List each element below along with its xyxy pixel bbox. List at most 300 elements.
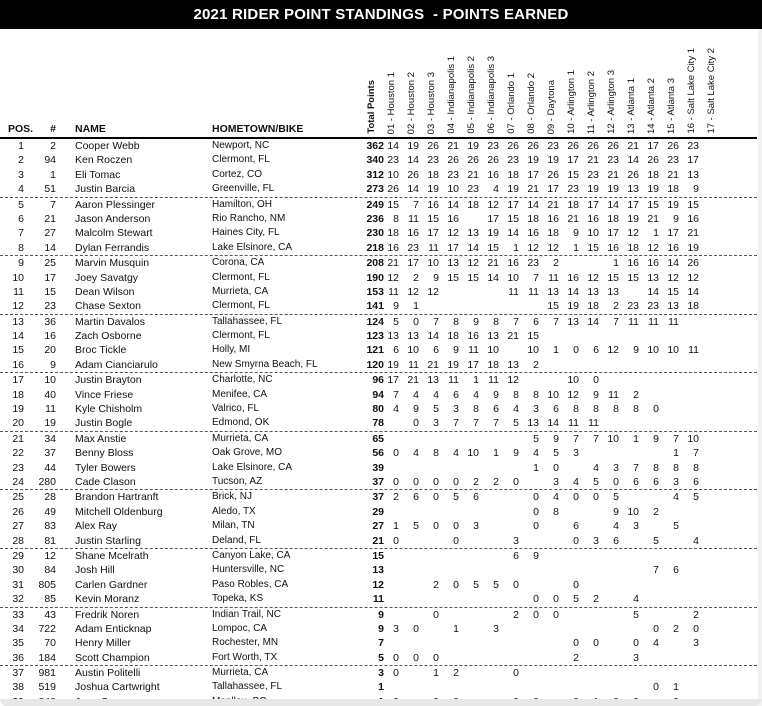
- number-cell: 43: [44, 608, 56, 621]
- race-points-cell: 4: [433, 388, 439, 401]
- race-points-cell: 11: [568, 417, 579, 430]
- hometown-cell: Clermont, FL: [212, 154, 270, 166]
- total-points-cell: 1: [378, 681, 384, 694]
- race-points-cell: 5: [633, 608, 639, 621]
- race-points-cell: 23: [487, 140, 499, 152]
- hometown-cell: Murrieta, CA: [212, 432, 269, 444]
- name-cell: Henry Miller: [75, 637, 132, 650]
- race-points-cell: 2: [433, 578, 439, 591]
- hometown-cell: Holly, MI: [212, 344, 251, 356]
- table-row: [0, 285, 757, 299]
- race-points-cell: 11: [388, 285, 399, 298]
- name-cell: Mitchell Oldenburg: [75, 505, 163, 518]
- race-points-cell: 18: [467, 198, 479, 211]
- race-points-cell: 8: [533, 388, 539, 401]
- number-cell: 84: [44, 564, 56, 577]
- total-points-cell: 190: [366, 271, 384, 284]
- race-points-cell: 17: [547, 183, 559, 196]
- pos-cell: 26: [12, 505, 24, 518]
- race-points-cell: 21: [447, 140, 459, 152]
- race-points-cell: 14: [607, 198, 619, 211]
- race-points-cell: 17: [647, 140, 659, 152]
- race-points-cell: 19: [467, 140, 479, 152]
- race-points-cell: 13: [507, 358, 519, 371]
- table-row: [0, 402, 757, 416]
- race-points-cell: 0: [513, 578, 519, 591]
- race-points-cell: 15: [607, 271, 619, 284]
- race-points-cell: 0: [433, 491, 439, 504]
- race-points-cell: 13: [447, 257, 459, 270]
- race-points-cell: 23: [607, 154, 619, 167]
- race-points-cell: 5: [693, 491, 699, 504]
- col-header-name: NAME: [75, 123, 106, 135]
- race-points-cell: 6: [413, 491, 419, 504]
- hometown-cell: Murrieta, CA: [212, 667, 269, 679]
- race-column-header-label: 06 - Indianapolis 3: [485, 56, 497, 134]
- race-points-cell: 9: [653, 432, 659, 445]
- pos-cell: 25: [12, 491, 24, 504]
- race-points-cell: 1: [633, 432, 639, 445]
- hometown-cell: Fort Worth, TX: [212, 651, 278, 663]
- hometown-cell: Charlotte, NC: [212, 374, 273, 386]
- hometown-cell: Greenville, FL: [212, 183, 275, 195]
- race-points-cell: 26: [467, 154, 479, 167]
- race-points-cell: 21: [687, 227, 699, 240]
- race-points-cell: 0: [653, 622, 659, 635]
- race-points-cell: 0: [573, 637, 579, 650]
- number-cell: 20: [44, 344, 56, 357]
- race-points-cell: 7: [413, 198, 419, 211]
- race-points-cell: 17: [587, 198, 599, 211]
- name-cell: Austin Politelli: [75, 667, 141, 680]
- race-column-header: [524, 29, 544, 137]
- race-points-cell: 0: [413, 651, 419, 664]
- race-column-header-label: 15 - Atlanta 3: [665, 78, 677, 134]
- hometown-cell: Tucson, AZ: [212, 475, 263, 487]
- race-points-cell: 10: [407, 344, 419, 357]
- race-points-cell: 9: [553, 432, 559, 445]
- race-points-cell: 0: [533, 593, 539, 606]
- race-points-cell: 3: [453, 403, 459, 416]
- name-cell: Brandon Hartranft: [75, 491, 159, 504]
- title-bar: [0, 0, 762, 29]
- race-points-cell: 14: [387, 140, 399, 152]
- number-cell: 17: [44, 271, 56, 284]
- race-points-cell: 3: [593, 534, 599, 547]
- pos-cell: 14: [12, 330, 24, 343]
- race-points-cell: 0: [573, 534, 579, 547]
- race-points-cell: 17: [387, 374, 399, 387]
- race-points-cell: 0: [433, 608, 439, 621]
- race-points-cell: 1: [453, 622, 459, 635]
- race-points-cell: 23: [427, 154, 439, 167]
- race-points-cell: 0: [573, 344, 579, 357]
- race-points-cell: 9: [693, 183, 699, 196]
- name-cell: Zach Osborne: [75, 330, 142, 343]
- race-points-cell: 0: [633, 637, 639, 650]
- total-points-cell: 218: [366, 241, 384, 254]
- race-points-cell: 2: [613, 300, 619, 313]
- race-points-cell: 15: [687, 198, 699, 211]
- table-row: [0, 608, 757, 622]
- hometown-cell: Topeka, KS: [212, 593, 264, 605]
- race-points-cell: 0: [453, 520, 459, 533]
- race-column-header: [404, 29, 424, 137]
- table-header-row: [0, 29, 757, 139]
- race-points-cell: 16: [507, 257, 519, 270]
- race-column-header-label: 05 - Indianapolis 2: [465, 56, 477, 134]
- number-cell: 81: [44, 534, 56, 547]
- table-row: [0, 299, 757, 314]
- race-points-cell: 2: [553, 257, 559, 270]
- race-points-cell: 13: [607, 285, 619, 298]
- race-points-cell: 26: [687, 257, 699, 270]
- race-points-cell: 19: [567, 300, 579, 313]
- race-points-cell: 21: [487, 257, 499, 270]
- race-points-cell: 16: [627, 257, 639, 270]
- race-points-cell: 15: [547, 300, 559, 313]
- race-points-cell: 10: [587, 227, 599, 240]
- number-cell: 11: [45, 403, 56, 416]
- race-points-cell: 11: [448, 374, 459, 387]
- number-cell: 19: [44, 417, 56, 430]
- race-points-cell: 23: [527, 257, 539, 270]
- name-cell: Ken Roczen: [75, 154, 133, 167]
- race-points-cell: 1: [553, 344, 559, 357]
- race-points-cell: 2: [453, 667, 459, 680]
- total-points-cell: 27: [372, 520, 384, 533]
- table-row: [0, 666, 757, 680]
- race-column-header: [444, 29, 464, 137]
- race-points-cell: 19: [647, 183, 659, 196]
- race-points-cell: 17: [487, 212, 499, 225]
- race-points-cell: 5: [413, 520, 419, 533]
- name-cell: Aaron Plessinger: [75, 198, 155, 211]
- pos-cell: 30: [12, 564, 24, 577]
- number-cell: 21: [44, 212, 56, 225]
- total-points-cell: 13: [372, 564, 384, 577]
- race-points-cell: 14: [467, 241, 479, 254]
- race-points-cell: 10: [467, 447, 479, 460]
- race-points-cell: 0: [513, 667, 519, 680]
- race-points-cell: 1: [513, 241, 519, 254]
- race-points-cell: 0: [433, 475, 439, 488]
- total-points-cell: 37: [372, 475, 384, 488]
- pos-cell: 19: [12, 403, 24, 416]
- number-cell: 70: [44, 637, 56, 650]
- race-points-cell: 11: [608, 388, 619, 401]
- race-points-cell: 2: [593, 593, 599, 606]
- race-points-cell: 9: [513, 447, 519, 460]
- race-points-cell: 19: [607, 183, 619, 196]
- race-points-cell: 0: [433, 651, 439, 664]
- pos-cell: 29: [12, 549, 24, 562]
- race-points-cell: 19: [627, 212, 639, 225]
- race-points-cell: 12: [647, 241, 659, 254]
- race-column-header-label: 01 - Houston 1: [385, 71, 397, 134]
- hometown-cell: Edmond, OK: [212, 417, 270, 429]
- race-points-cell: 0: [553, 461, 559, 474]
- race-points-cell: 4: [533, 447, 539, 460]
- race-points-cell: 3: [473, 520, 479, 533]
- race-points-cell: 12: [527, 241, 539, 254]
- race-points-cell: 0: [393, 667, 399, 680]
- race-points-cell: 5: [493, 578, 499, 591]
- name-cell: Joey Savatgy: [75, 271, 139, 284]
- name-cell: Vince Friese: [75, 388, 134, 401]
- race-column-header: [664, 29, 684, 137]
- hometown-cell: Brick, NJ: [212, 491, 252, 503]
- race-points-cell: 10: [687, 432, 699, 445]
- hometown-cell: Haines City, FL: [212, 227, 280, 239]
- hometown-cell: Hamilton, OH: [212, 198, 273, 210]
- number-cell: 2: [50, 140, 56, 152]
- race-points-cell: 26: [487, 154, 499, 167]
- name-cell: Justin Brayton: [75, 374, 142, 387]
- race-column-header: [684, 29, 704, 137]
- race-points-cell: 6: [693, 475, 699, 488]
- race-points-cell: 12: [507, 374, 519, 387]
- race-points-cell: 7: [633, 461, 639, 474]
- race-points-cell: 3: [633, 520, 639, 533]
- name-cell: Cooper Webb: [75, 140, 140, 152]
- total-points-cell: 362: [366, 140, 384, 152]
- pos-cell: 4: [18, 183, 24, 196]
- total-points-cell: 7: [378, 637, 384, 650]
- race-points-cell: 15: [647, 198, 659, 211]
- name-cell: Adam Enticknap: [75, 622, 152, 635]
- race-points-cell: 23: [407, 241, 419, 254]
- name-cell: Malcolm Stewart: [75, 227, 153, 240]
- pos-cell: 34: [12, 622, 24, 635]
- race-points-cell: 13: [427, 374, 439, 387]
- pos-cell: 38: [12, 681, 24, 694]
- race-points-cell: 6: [653, 475, 659, 488]
- header-spacer: [724, 29, 757, 137]
- number-cell: 85: [44, 593, 56, 606]
- race-points-cell: 17: [527, 168, 539, 181]
- race-points-cell: 6: [613, 534, 619, 547]
- race-points-cell: 7: [613, 315, 619, 328]
- table-row: [0, 388, 757, 402]
- total-points-cell: 12: [372, 578, 384, 591]
- race-points-cell: 12: [627, 227, 639, 240]
- race-points-cell: 16: [407, 227, 419, 240]
- name-cell: Fredrik Noren: [75, 608, 140, 621]
- race-points-cell: 2: [633, 388, 639, 401]
- table-row: [0, 226, 757, 240]
- total-points-cell: 5: [378, 651, 384, 664]
- total-points-cell: 124: [366, 315, 384, 328]
- race-points-cell: 7: [513, 315, 519, 328]
- table-row: [0, 505, 757, 519]
- race-points-cell: 14: [647, 285, 659, 298]
- race-points-cell: 5: [553, 447, 559, 460]
- number-cell: 14: [44, 241, 56, 254]
- race-points-cell: 11: [508, 285, 519, 298]
- race-points-cell: 13: [547, 285, 559, 298]
- race-points-cell: 8: [473, 403, 479, 416]
- race-points-cell: 26: [427, 140, 439, 152]
- table-body: [0, 139, 757, 706]
- race-points-cell: 26: [387, 183, 399, 196]
- name-cell: Max Anstie: [75, 432, 127, 445]
- race-points-cell: 13: [487, 330, 499, 343]
- race-points-cell: 5: [653, 534, 659, 547]
- col-header-hometown: HOMETOWN/BIKE: [212, 123, 304, 135]
- race-points-cell: 5: [533, 432, 539, 445]
- pos-cell: 21: [12, 432, 24, 445]
- name-cell: Josh Hill: [75, 564, 115, 577]
- total-points-cell: 249: [366, 198, 384, 211]
- hometown-cell: Rio Rancho, NM: [212, 212, 286, 224]
- race-points-cell: 19: [487, 227, 499, 240]
- race-points-cell: 13: [527, 417, 539, 430]
- race-points-cell: 7: [453, 417, 459, 430]
- race-points-cell: 4: [413, 388, 419, 401]
- hometown-cell: Aledo, TX: [212, 505, 256, 517]
- race-points-cell: 4: [393, 403, 399, 416]
- race-points-cell: 19: [527, 154, 539, 167]
- race-points-cell: 2: [673, 622, 679, 635]
- total-points-cell: 312: [366, 168, 384, 181]
- race-points-cell: 0: [513, 475, 519, 488]
- hometown-cell: Rochester, MN: [212, 637, 279, 649]
- pos-cell: 33: [12, 608, 24, 621]
- pos-cell: 22: [12, 447, 24, 460]
- race-points-cell: 26: [567, 140, 579, 152]
- hometown-cell: Menifee, CA: [212, 388, 268, 400]
- pos-cell: 17: [12, 374, 24, 387]
- race-points-cell: 12: [447, 227, 459, 240]
- race-points-cell: 9: [613, 505, 619, 518]
- total-points-cell: 208: [366, 257, 384, 270]
- race-points-cell: 1: [673, 447, 679, 460]
- race-points-cell: 16: [447, 212, 459, 225]
- col-header-number: #: [50, 123, 56, 135]
- race-points-cell: 21: [387, 257, 399, 270]
- number-cell: 40: [44, 388, 56, 401]
- race-points-cell: 0: [453, 475, 459, 488]
- race-column-header-label: 09 - Daytona: [545, 79, 557, 134]
- window-bottom-edge: [0, 699, 762, 706]
- table-row: [0, 212, 757, 226]
- race-points-cell: 21: [567, 212, 579, 225]
- race-points-cell: 15: [587, 241, 599, 254]
- pos-cell: 5: [18, 198, 24, 211]
- number-cell: 44: [44, 461, 56, 474]
- number-cell: 280: [38, 475, 56, 488]
- race-points-cell: 23: [507, 154, 519, 167]
- table-row: [0, 592, 757, 607]
- table-row: [0, 139, 757, 153]
- table-row: [0, 358, 757, 373]
- pos-cell: 3: [18, 168, 24, 181]
- total-points-cell: 78: [372, 417, 384, 430]
- race-points-cell: 0: [393, 651, 399, 664]
- name-cell: Dylan Ferrandis: [75, 241, 150, 254]
- race-points-cell: 26: [527, 140, 539, 152]
- race-points-cell: 16: [527, 227, 539, 240]
- race-points-cell: 21: [407, 374, 419, 387]
- hometown-cell: Canyon Lake, CA: [212, 549, 291, 561]
- race-points-cell: 9: [533, 549, 539, 562]
- race-points-cell: 9: [413, 403, 419, 416]
- race-points-cell: 13: [387, 330, 399, 343]
- race-points-cell: 23: [387, 154, 399, 167]
- total-points-cell: 141: [366, 300, 384, 313]
- race-points-cell: 8: [573, 403, 579, 416]
- race-points-cell: 4: [593, 461, 599, 474]
- table-row: [0, 622, 757, 636]
- table-row: [0, 490, 757, 504]
- pos-cell: 32: [12, 593, 24, 606]
- number-cell: 83: [44, 520, 56, 533]
- race-points-cell: 0: [393, 475, 399, 488]
- race-points-cell: 0: [453, 578, 459, 591]
- table-row: [0, 343, 757, 357]
- name-cell: Cade Clason: [75, 475, 136, 488]
- race-column-header-label: 10 - Arlington 1: [565, 70, 577, 134]
- race-points-cell: 16: [587, 212, 599, 225]
- name-cell: Justin Starling: [75, 534, 141, 547]
- race-points-cell: 16: [687, 212, 699, 225]
- race-column-header-label: 16 - Salt Lake City 1: [685, 48, 697, 134]
- table-row: [0, 446, 757, 460]
- total-points-cell: 340: [366, 154, 384, 167]
- table-row: [0, 651, 757, 666]
- race-points-cell: 21: [427, 358, 439, 371]
- race-points-cell: 26: [547, 168, 559, 181]
- race-column-header: [624, 29, 644, 137]
- race-points-cell: 23: [647, 300, 659, 313]
- total-points-cell: 39: [372, 461, 384, 474]
- race-points-cell: 16: [607, 241, 619, 254]
- name-cell: Dean Wilson: [75, 285, 135, 298]
- race-points-cell: 12: [667, 271, 679, 284]
- race-points-cell: 18: [567, 198, 579, 211]
- race-points-cell: 18: [387, 227, 399, 240]
- race-points-cell: 14: [587, 315, 599, 328]
- race-points-cell: 0: [593, 491, 599, 504]
- race-points-cell: 17: [567, 154, 579, 167]
- race-points-cell: 9: [633, 344, 639, 357]
- race-points-cell: 17: [467, 358, 479, 371]
- race-points-cell: 11: [468, 344, 479, 357]
- total-points-cell: 9: [378, 622, 384, 635]
- race-points-cell: 23: [687, 140, 699, 152]
- name-cell: Carlen Gardner: [75, 578, 148, 591]
- race-points-cell: 9: [493, 388, 499, 401]
- hometown-cell: Paso Robles, CA: [212, 578, 289, 590]
- race-points-cell: 1: [393, 520, 399, 533]
- race-points-cell: 18: [627, 241, 639, 254]
- pos-cell: 31: [12, 578, 24, 591]
- race-points-cell: 0: [573, 578, 579, 591]
- race-points-cell: 0: [393, 447, 399, 460]
- race-points-cell: 1: [433, 667, 439, 680]
- race-points-cell: 26: [647, 154, 659, 167]
- race-points-cell: 9: [573, 227, 579, 240]
- race-points-cell: 9: [473, 315, 479, 328]
- race-points-cell: 2: [473, 475, 479, 488]
- race-points-cell: 6: [513, 549, 519, 562]
- table-row: [0, 519, 757, 533]
- race-points-cell: 17: [507, 198, 519, 211]
- race-column-header-label: 11 - Arlington 2: [585, 70, 597, 134]
- hometown-cell: New Smyrna Beach, FL: [212, 358, 318, 370]
- race-points-cell: 17: [447, 241, 459, 254]
